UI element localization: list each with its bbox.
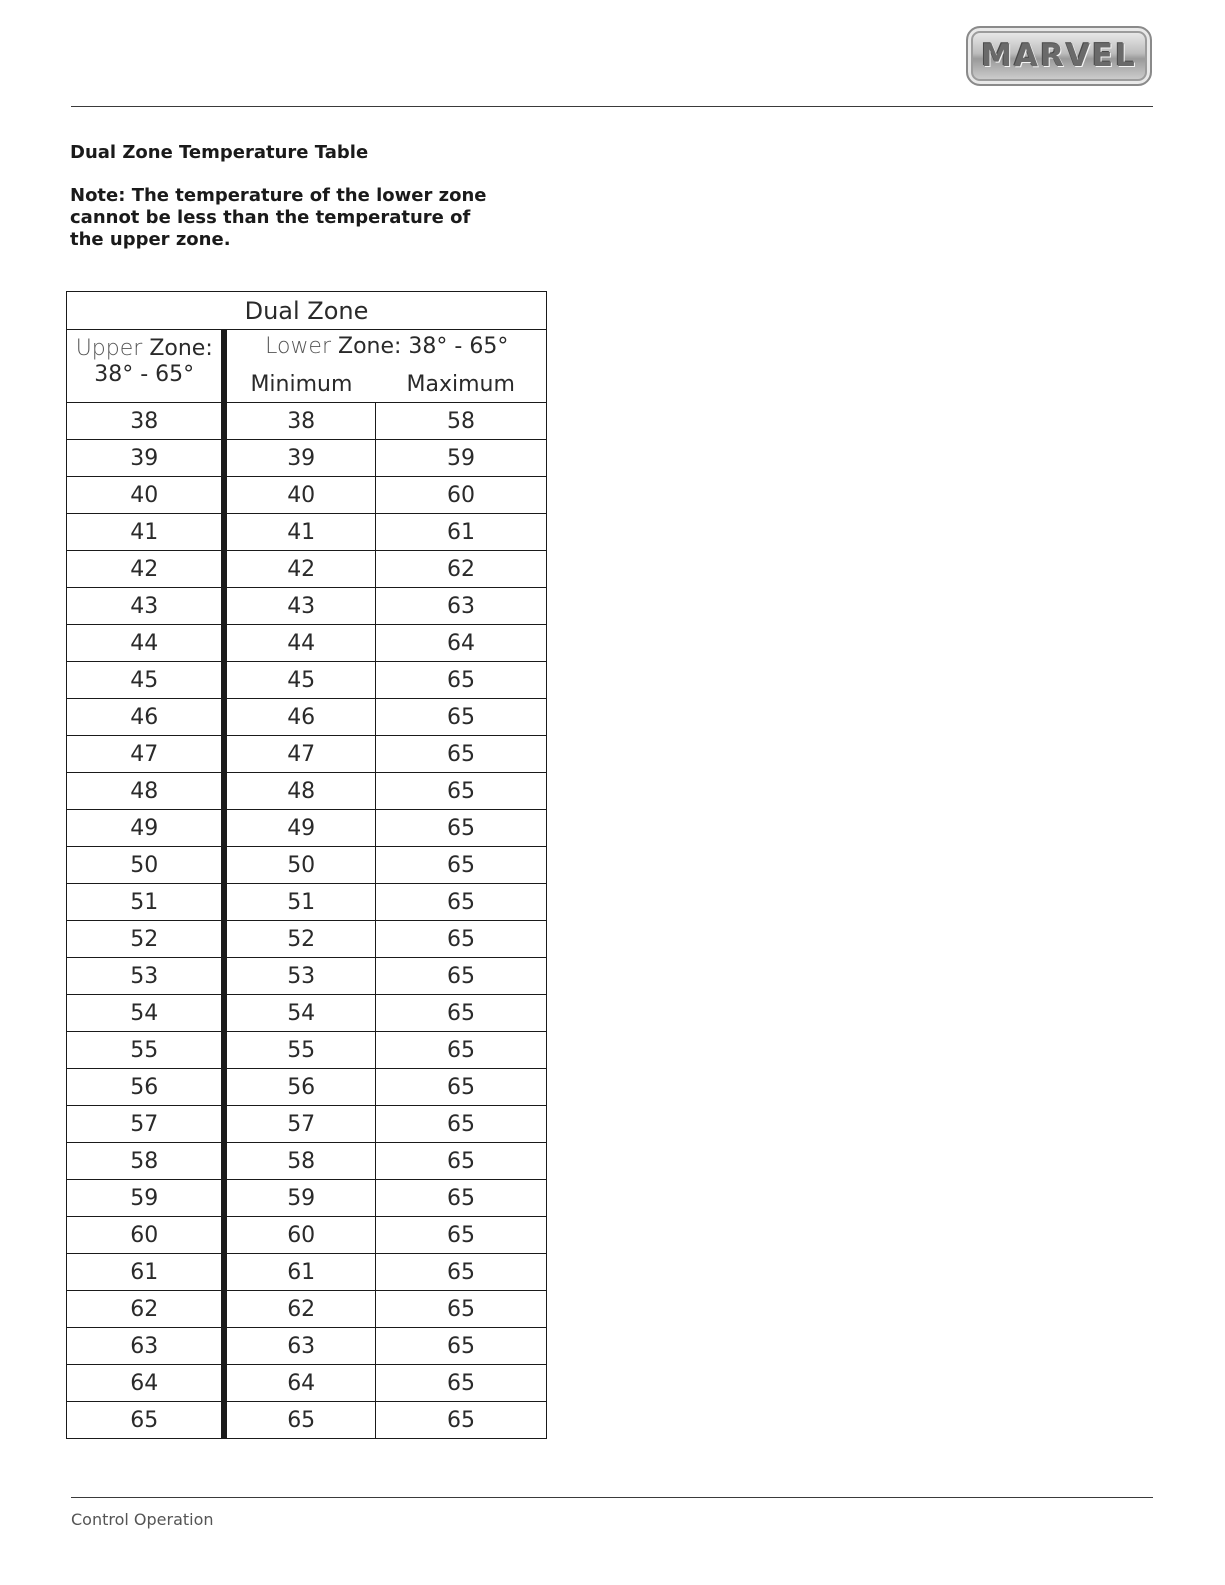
dual-zone-table: [66, 291, 547, 1439]
maximum-cell: 65: [375, 1180, 546, 1217]
table-row: [67, 514, 547, 551]
table-row: [67, 1180, 547, 1217]
minimum-cell: 45: [224, 662, 375, 699]
upper-zone-cell: 65: [67, 1402, 225, 1439]
upper-zone-cell: 62: [67, 1291, 225, 1328]
minimum-cell: 54: [224, 995, 375, 1032]
upper-zone-cell: 58: [67, 1143, 225, 1180]
upper-zone-cell: 39: [67, 440, 225, 477]
minimum-cell: 55: [224, 1032, 375, 1069]
maximum-cell: 65: [375, 1328, 546, 1365]
minimum-cell: 59: [224, 1180, 375, 1217]
table-row: [67, 662, 547, 699]
table-row: [67, 403, 547, 440]
marvel-logo: [966, 26, 1152, 86]
minimum-cell: 61: [224, 1254, 375, 1291]
minimum-cell: 39: [224, 440, 375, 477]
table-row: [67, 477, 547, 514]
minimum-cell: 63: [224, 1328, 375, 1365]
upper-zone-range: 38° - 65°: [94, 362, 195, 387]
footer-section-label: Control Operation: [71, 1510, 214, 1529]
upper-zone-cell: 41: [67, 514, 225, 551]
minimum-cell: 42: [224, 551, 375, 588]
minimum-cell: 46: [224, 699, 375, 736]
upper-zone-cell: 38: [67, 403, 225, 440]
table-row: [67, 736, 547, 773]
upper-zone-cell: 52: [67, 921, 225, 958]
upper-zone-cell: 59: [67, 1180, 225, 1217]
maximum-cell: 65: [375, 1143, 546, 1180]
minimum-cell: 44: [224, 625, 375, 662]
table-row: [67, 884, 547, 921]
upper-zone-prefix: Upper: [75, 336, 143, 361]
table-row: [67, 810, 547, 847]
table-row: [67, 958, 547, 995]
maximum-cell: 61: [375, 514, 546, 551]
section-title: Dual Zone Temperature Table: [70, 142, 369, 163]
table-title: Dual Zone: [67, 292, 547, 330]
minimum-cell: 65: [224, 1402, 375, 1439]
minimum-cell: 53: [224, 958, 375, 995]
maximum-cell: 65: [375, 921, 546, 958]
table-row: [67, 1402, 547, 1439]
minimum-cell: 52: [224, 921, 375, 958]
maximum-cell: 59: [375, 440, 546, 477]
table-row: [67, 1365, 547, 1402]
maximum-header: Maximum: [375, 367, 546, 402]
minimum-cell: 51: [224, 884, 375, 921]
minimum-cell: 40: [224, 477, 375, 514]
upper-zone-cell: 44: [67, 625, 225, 662]
lower-zone-header: [224, 330, 546, 368]
upper-zone-cell: 42: [67, 551, 225, 588]
minimum-cell: 43: [224, 588, 375, 625]
maximum-cell: 65: [375, 773, 546, 810]
maximum-cell: 65: [375, 1032, 546, 1069]
table-row: [67, 1069, 547, 1106]
upper-zone-cell: 63: [67, 1328, 225, 1365]
table-row: [67, 1328, 547, 1365]
maximum-cell: 65: [375, 847, 546, 884]
upper-zone-suffix: Zone:: [149, 336, 213, 361]
maximum-cell: 65: [375, 884, 546, 921]
maximum-cell: 65: [375, 1402, 546, 1439]
minimum-cell: 50: [224, 847, 375, 884]
upper-zone-header: [67, 330, 225, 403]
upper-zone-cell: 49: [67, 810, 225, 847]
maximum-cell: 65: [375, 810, 546, 847]
lower-zone-prefix: Lower: [265, 334, 332, 359]
upper-zone-cell: 61: [67, 1254, 225, 1291]
table-row: [67, 773, 547, 810]
table-row: [67, 921, 547, 958]
maximum-cell: 65: [375, 1254, 546, 1291]
maximum-cell: 65: [375, 1291, 546, 1328]
table-row: [67, 1106, 547, 1143]
maximum-cell: 64: [375, 625, 546, 662]
upper-zone-cell: 50: [67, 847, 225, 884]
table-row: [67, 551, 547, 588]
upper-zone-cell: 46: [67, 699, 225, 736]
upper-zone-cell: 60: [67, 1217, 225, 1254]
maximum-cell: 65: [375, 1365, 546, 1402]
maximum-cell: 62: [375, 551, 546, 588]
minimum-header: Minimum: [224, 367, 375, 402]
table-row: [67, 1217, 547, 1254]
minimum-cell: 47: [224, 736, 375, 773]
upper-zone-cell: 64: [67, 1365, 225, 1402]
upper-zone-cell: 56: [67, 1069, 225, 1106]
table-row: [67, 1143, 547, 1180]
upper-zone-cell: 57: [67, 1106, 225, 1143]
maximum-cell: 60: [375, 477, 546, 514]
table-row: [67, 1254, 547, 1291]
table-row: [67, 588, 547, 625]
upper-zone-cell: 54: [67, 995, 225, 1032]
minimum-cell: 49: [224, 810, 375, 847]
minimum-cell: 62: [224, 1291, 375, 1328]
upper-zone-cell: 51: [67, 884, 225, 921]
maximum-cell: 65: [375, 958, 546, 995]
maximum-cell: 58: [375, 403, 546, 440]
logo-text: MARVEL: [981, 38, 1137, 74]
footer-divider: [71, 1497, 1153, 1498]
minimum-cell: 38: [224, 403, 375, 440]
minimum-cell: 56: [224, 1069, 375, 1106]
maximum-cell: 65: [375, 1217, 546, 1254]
note-text: Note: The temperature of the lower zone cannot be less than the temperature of the upper zone.: [70, 185, 487, 250]
maximum-cell: 65: [375, 662, 546, 699]
minimum-cell: 41: [224, 514, 375, 551]
upper-zone-cell: 53: [67, 958, 225, 995]
upper-zone-cell: 43: [67, 588, 225, 625]
table-row: [67, 995, 547, 1032]
maximum-cell: 65: [375, 699, 546, 736]
maximum-cell: 65: [375, 1106, 546, 1143]
table-row: [67, 699, 547, 736]
table-row: [67, 625, 547, 662]
minimum-cell: 48: [224, 773, 375, 810]
minimum-cell: 64: [224, 1365, 375, 1402]
upper-zone-cell: 55: [67, 1032, 225, 1069]
table-body: [67, 403, 547, 1439]
upper-zone-cell: 48: [67, 773, 225, 810]
maximum-cell: 65: [375, 1069, 546, 1106]
lower-zone-suffix: Zone: 38° - 65°: [338, 334, 509, 359]
maximum-cell: 65: [375, 736, 546, 773]
upper-zone-cell: 40: [67, 477, 225, 514]
table-row: [67, 1032, 547, 1069]
minimum-cell: 57: [224, 1106, 375, 1143]
maximum-cell: 65: [375, 995, 546, 1032]
upper-zone-cell: 47: [67, 736, 225, 773]
upper-zone-cell: 45: [67, 662, 225, 699]
table-row: [67, 1291, 547, 1328]
minimum-cell: 58: [224, 1143, 375, 1180]
table-row: [67, 440, 547, 477]
minimum-cell: 60: [224, 1217, 375, 1254]
maximum-cell: 63: [375, 588, 546, 625]
table-row: [67, 847, 547, 884]
header-divider: [71, 106, 1153, 107]
